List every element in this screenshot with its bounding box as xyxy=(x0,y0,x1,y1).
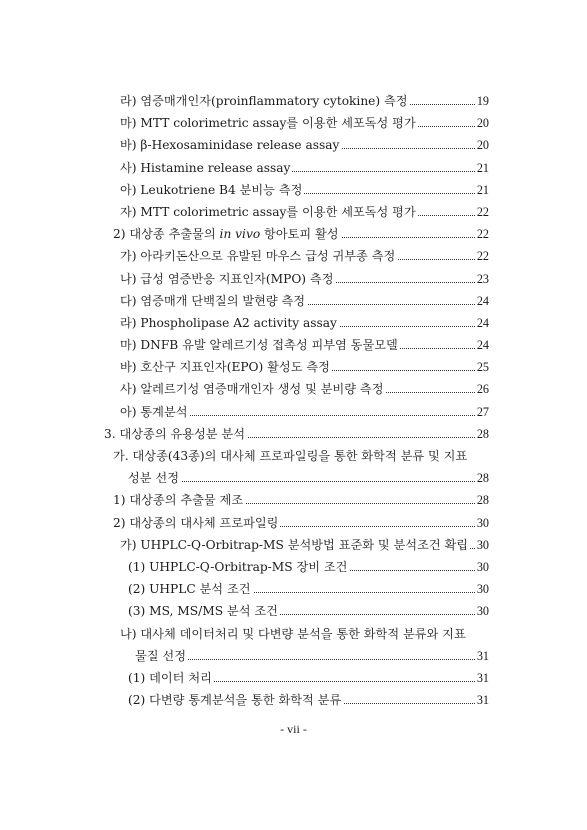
toc-entry[interactable] xyxy=(0,556,587,578)
toc-page-number: 19 xyxy=(475,90,489,112)
toc-entry[interactable] xyxy=(0,356,587,378)
toc-entry-title: (1) 데이터 처리 xyxy=(128,667,214,689)
toc-page-number: 30 xyxy=(475,600,489,622)
toc-entry[interactable] xyxy=(0,334,587,356)
toc-entry-title: 2) 대상종의 대사체 프로파일링 xyxy=(113,512,280,534)
toc-entry[interactable] xyxy=(0,201,587,223)
toc-entry[interactable] xyxy=(0,157,587,179)
toc-page-number: 21 xyxy=(475,157,489,179)
toc-entry-title: 아) Leukotriene B4 분비능 측정 xyxy=(120,179,304,201)
table-of-contents xyxy=(0,90,587,711)
toc-entry-title-part: 2) 대상종 추출물의 xyxy=(113,227,220,242)
toc-entry-title-italic: in vivo xyxy=(219,227,261,242)
toc-page-number: 22 xyxy=(475,223,489,245)
toc-entry[interactable] xyxy=(0,445,587,467)
toc-page-number: 30 xyxy=(475,534,489,556)
page-number: - vii - xyxy=(280,722,307,736)
toc-page-number: 31 xyxy=(475,689,489,711)
toc-entry-title: 가) UHPLC-Q-Orbitrap-MS 분석방법 표준화 및 분석조건 확립 xyxy=(120,534,470,556)
toc-entry-title: (3) MS, MS/MS 분석 조건 xyxy=(128,600,280,622)
toc-entry-title: 사) Histamine release assay xyxy=(120,157,292,179)
toc-entry-title: 라) 염증매개인자(proinflammatory cytokine) 측정 xyxy=(120,90,410,112)
toc-entry[interactable] xyxy=(0,245,587,267)
toc-entry-title: 바) β-Hexosaminidase release assay xyxy=(120,134,341,156)
toc-entry[interactable] xyxy=(0,378,587,400)
toc-entry-title: 마) MTT colorimetric assay를 이용한 세포독성 평가 xyxy=(120,112,418,134)
toc-page-number: 20 xyxy=(475,112,489,134)
toc-page-number: 28 xyxy=(475,467,489,489)
toc-entry[interactable] xyxy=(0,645,587,667)
toc-page-number: 30 xyxy=(475,512,489,534)
toc-page-number: 28 xyxy=(475,423,489,445)
toc-entry-title: 나) 대사체 데이터처리 및 다변량 분석을 통한 화학적 분류와 지표 xyxy=(120,623,466,645)
toc-entry[interactable] xyxy=(0,467,587,489)
toc-entry[interactable] xyxy=(0,423,587,445)
toc-entry-title: 3. 대상종의 유용성분 분석 xyxy=(104,423,247,445)
toc-page-number: 22 xyxy=(475,201,489,223)
toc-page-number: 22 xyxy=(475,245,489,267)
toc-entry[interactable] xyxy=(0,134,587,156)
toc-entry[interactable] xyxy=(0,689,587,711)
toc-entry[interactable] xyxy=(0,179,587,201)
toc-entry-title xyxy=(113,223,341,245)
toc-page-number: 30 xyxy=(475,556,489,578)
toc-entry[interactable] xyxy=(0,578,587,600)
toc-entry[interactable] xyxy=(0,223,587,245)
toc-page-number: 24 xyxy=(475,290,489,312)
toc-entry[interactable] xyxy=(0,534,587,556)
toc-entry[interactable] xyxy=(0,312,587,334)
toc-entry-title: 가. 대상종(43종)의 대사체 프로파일링을 통한 화학적 분류 및 지표 xyxy=(113,445,467,467)
toc-page-number: 31 xyxy=(475,645,489,667)
toc-entry[interactable] xyxy=(0,512,587,534)
toc-leader-dots xyxy=(140,415,477,416)
toc-page-number: 25 xyxy=(475,356,489,378)
toc-entry-title: 1) 대상종의 추출물 제조 xyxy=(113,489,245,511)
toc-entry[interactable] xyxy=(0,623,587,645)
toc-entry[interactable] xyxy=(0,401,587,423)
toc-page-number: 21 xyxy=(475,179,489,201)
toc-entry-title: 다) 염증매개 단백질의 발현량 측정 xyxy=(120,290,307,312)
toc-entry-title: 라) Phospholipase A2 activity assay xyxy=(120,312,339,334)
toc-page-number: 23 xyxy=(475,268,489,290)
toc-entry-title: 자) MTT colorimetric assay를 이용한 세포독성 평가 xyxy=(120,201,418,223)
toc-entry-title: 성분 선정 xyxy=(128,467,181,489)
toc-page-number: 31 xyxy=(475,667,489,689)
toc-entry-title: 사) 알레르기성 염증매개인자 생성 및 분비량 측정 xyxy=(120,378,385,400)
toc-entry-title: 바) 호산구 지표인자(EPO) 활성도 측정 xyxy=(120,356,332,378)
toc-entry-title: 아) 통계분석 xyxy=(120,401,190,423)
toc-entry-title: 물질 선정 xyxy=(135,645,188,667)
toc-leader-dots xyxy=(155,659,477,660)
toc-page-number: 26 xyxy=(475,378,489,400)
toc-page-number: 30 xyxy=(475,578,489,600)
toc-page-number: 27 xyxy=(475,401,489,423)
toc-entry[interactable] xyxy=(0,600,587,622)
toc-page-number: 28 xyxy=(475,489,489,511)
toc-entry-title: (2) 다변량 통계분석을 통한 화학적 분류 xyxy=(128,689,343,711)
toc-entry[interactable] xyxy=(0,489,587,511)
toc-entry-title: (2) UHPLC 분석 조건 xyxy=(128,578,253,600)
toc-entry-title: 가) 아라키돈산으로 유발된 마우스 급성 귀부종 측정 xyxy=(120,245,397,267)
toc-entry[interactable] xyxy=(0,667,587,689)
toc-entry-title: 마) DNFB 유발 알레르기성 접촉성 피부염 동물모델 xyxy=(120,334,400,356)
toc-page-number: 20 xyxy=(475,134,489,156)
toc-leader-dots xyxy=(148,481,477,482)
toc-entry-title: 나) 급성 염증반응 지표인자(MPO) 측정 xyxy=(120,268,335,290)
toc-entry-title: (1) UHPLC-Q-Orbitrap-MS 장비 조건 xyxy=(128,556,349,578)
toc-entry-title-part: 항아토피 활성 xyxy=(260,227,339,242)
toc-entry[interactable] xyxy=(0,290,587,312)
toc-entry[interactable] xyxy=(0,90,587,112)
toc-page-number: 24 xyxy=(475,312,489,334)
toc-entry[interactable] xyxy=(0,112,587,134)
toc-page-number: 24 xyxy=(475,334,489,356)
toc-entry[interactable] xyxy=(0,268,587,290)
